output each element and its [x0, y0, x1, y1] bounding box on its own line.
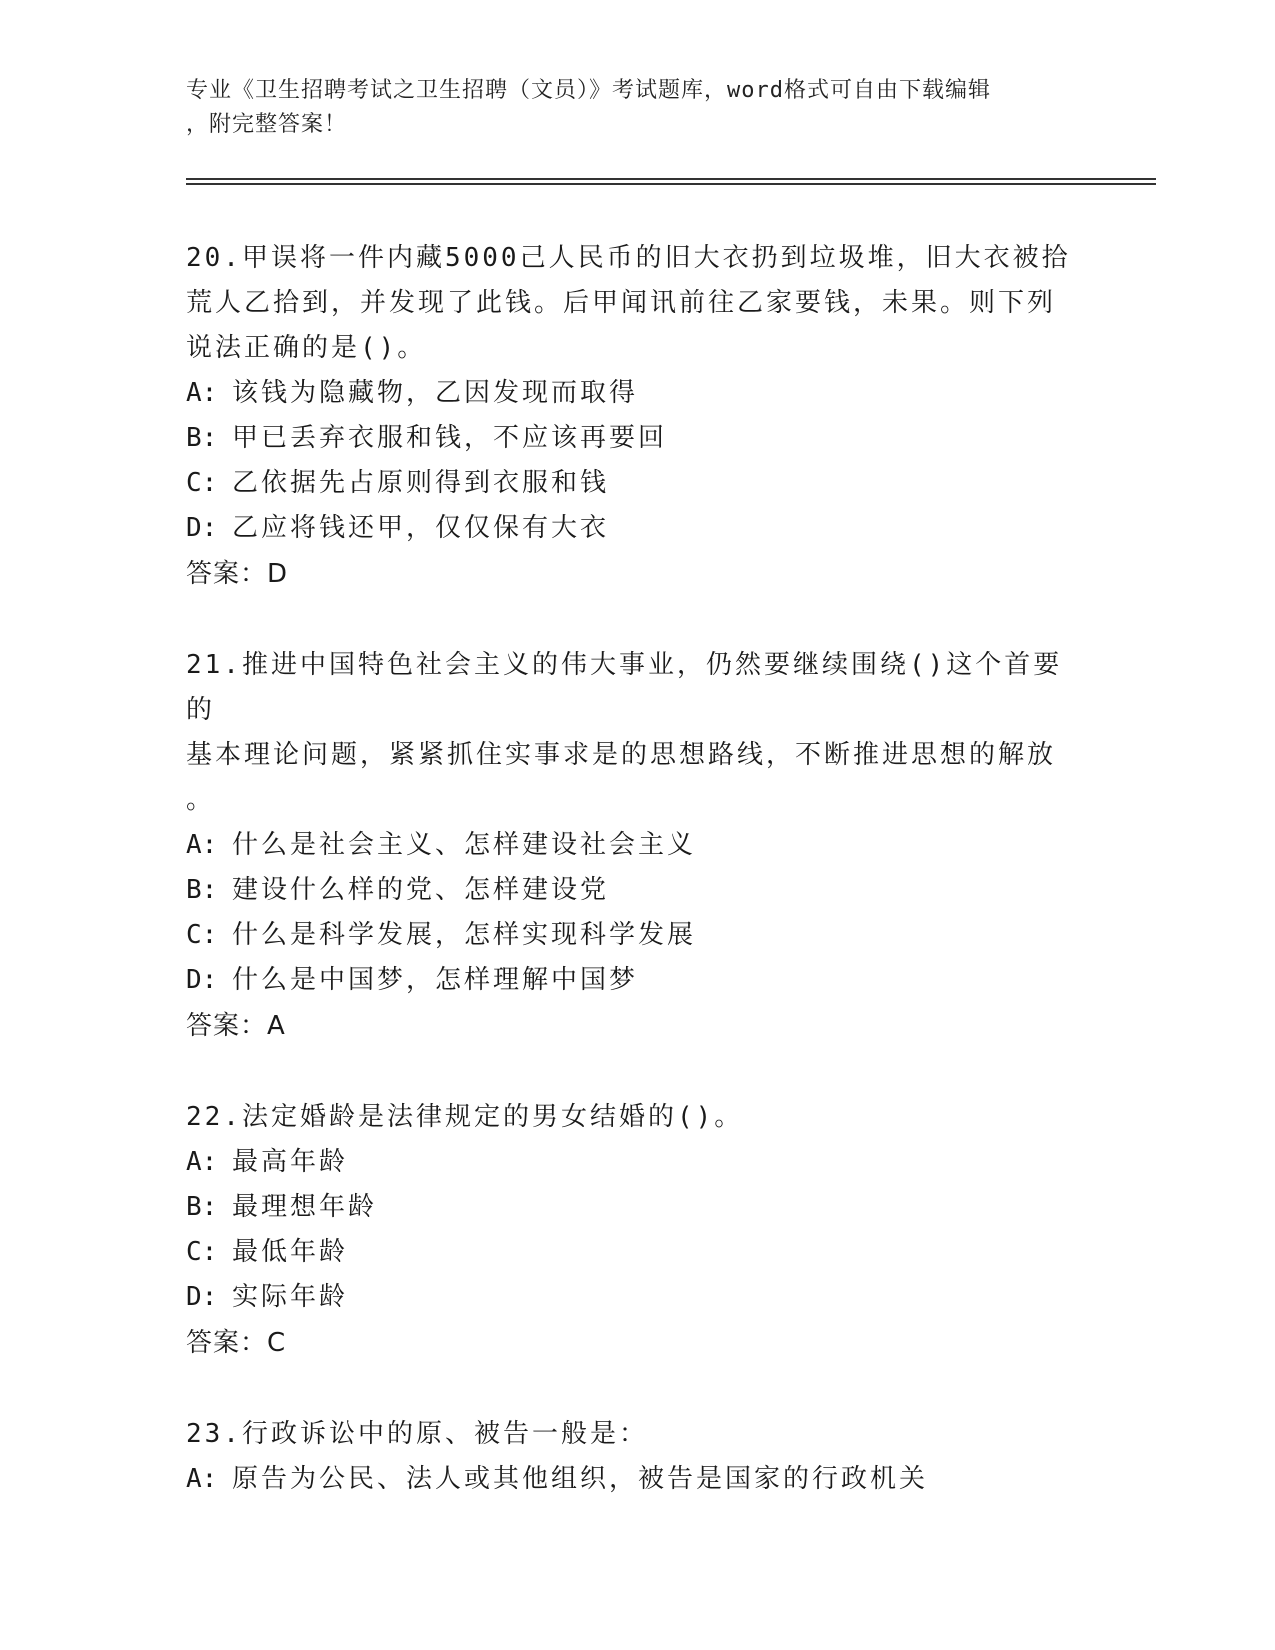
option-key: A:: [186, 1464, 218, 1494]
option-key: D:: [186, 965, 218, 995]
option-key: C:: [186, 468, 218, 498]
option-key: C:: [186, 1237, 218, 1267]
answer-option: [186, 416, 1076, 461]
answer-option: [186, 868, 1076, 913]
answer-option: [186, 506, 1076, 551]
document-header: [186, 74, 1066, 142]
header-divider-bottom: [186, 183, 1156, 185]
header-line-2: ，附完整答案！: [186, 112, 348, 137]
question-stem-line: 20.甲误将一件内藏5000己人民币的旧大衣扔到垃圾堆，旧大衣被拾: [186, 243, 1071, 273]
option-text: 最低年龄: [232, 1237, 349, 1267]
option-text: 乙依据先占原则得到衣服和钱: [232, 468, 610, 498]
answer-key: 答案：D: [186, 559, 289, 589]
option-key: D:: [186, 513, 218, 543]
answer-option: [186, 823, 1076, 868]
option-text: 什么是社会主义、怎样建设社会主义: [232, 830, 697, 860]
option-key: A:: [186, 378, 218, 408]
question-item: [186, 1095, 1076, 1366]
option-text: 乙应将钱还甲，仅仅保有大衣: [232, 513, 610, 543]
option-key: D:: [186, 1282, 218, 1312]
option-text: 实际年龄: [232, 1282, 349, 1312]
option-text: 建设什么样的党、怎样建设党: [232, 875, 610, 905]
answer-option: [186, 461, 1076, 506]
option-text: 什么是科学发展，怎样实现科学发展: [232, 920, 697, 950]
answer-option: [186, 958, 1076, 1003]
question-stem-line: 说法正确的是()。: [186, 333, 427, 363]
option-text: 最高年龄: [232, 1147, 349, 1177]
header-line-1: 专业《卫生招聘考试之卫生招聘（文员）》考试题库，word格式可自由下载编辑: [186, 78, 991, 103]
option-key: C:: [186, 920, 218, 950]
option-text: 最理想年龄: [232, 1192, 378, 1222]
option-text: 什么是中国梦，怎样理解中国梦: [232, 965, 639, 995]
answer-option: [186, 371, 1076, 416]
question-stem-line: 基本理论问题，紧紧抓住实事求是的思想路线，不断推进思想的解放: [186, 740, 1057, 770]
answer-key: 答案：C: [186, 1328, 287, 1358]
option-text: 该钱为隐藏物，乙因发现而取得: [232, 378, 639, 408]
question-item: [186, 1412, 1076, 1502]
header-divider-top: [186, 178, 1156, 180]
answer-key: 答案：A: [186, 1011, 286, 1041]
option-key: B:: [186, 875, 218, 905]
question-stem-line: 。: [186, 785, 216, 815]
answer-option: [186, 1140, 1076, 1185]
question-list: [186, 236, 1076, 1548]
option-key: A:: [186, 1147, 218, 1177]
option-key: B:: [186, 423, 218, 453]
option-key: B:: [186, 1192, 218, 1222]
question-stem-line: 22.法定婚龄是法律规定的男女结婚的()。: [186, 1102, 744, 1132]
question-stem-line: 21.推进中国特色社会主义的伟大事业，仍然要继续围绕()这个首要的: [186, 650, 1063, 725]
option-key: A:: [186, 830, 218, 860]
answer-option: [186, 1230, 1076, 1275]
answer-option: [186, 1275, 1076, 1320]
question-item: [186, 236, 1076, 597]
answer-option: [186, 1457, 1076, 1502]
answer-option: [186, 913, 1076, 958]
question-stem-line: 23.行政诉讼中的原、被告一般是：: [186, 1419, 648, 1449]
answer-option: [186, 1185, 1076, 1230]
option-text: 甲已丢弃衣服和钱，不应该再要回: [232, 423, 668, 453]
option-text: 原告为公民、法人或其他组织，被告是国家的行政机关: [232, 1464, 929, 1494]
question-item: [186, 643, 1076, 1049]
question-stem-line: 荒人乙拾到，并发现了此钱。后甲闻讯前往乙家要钱，未果。则下列: [186, 288, 1057, 318]
